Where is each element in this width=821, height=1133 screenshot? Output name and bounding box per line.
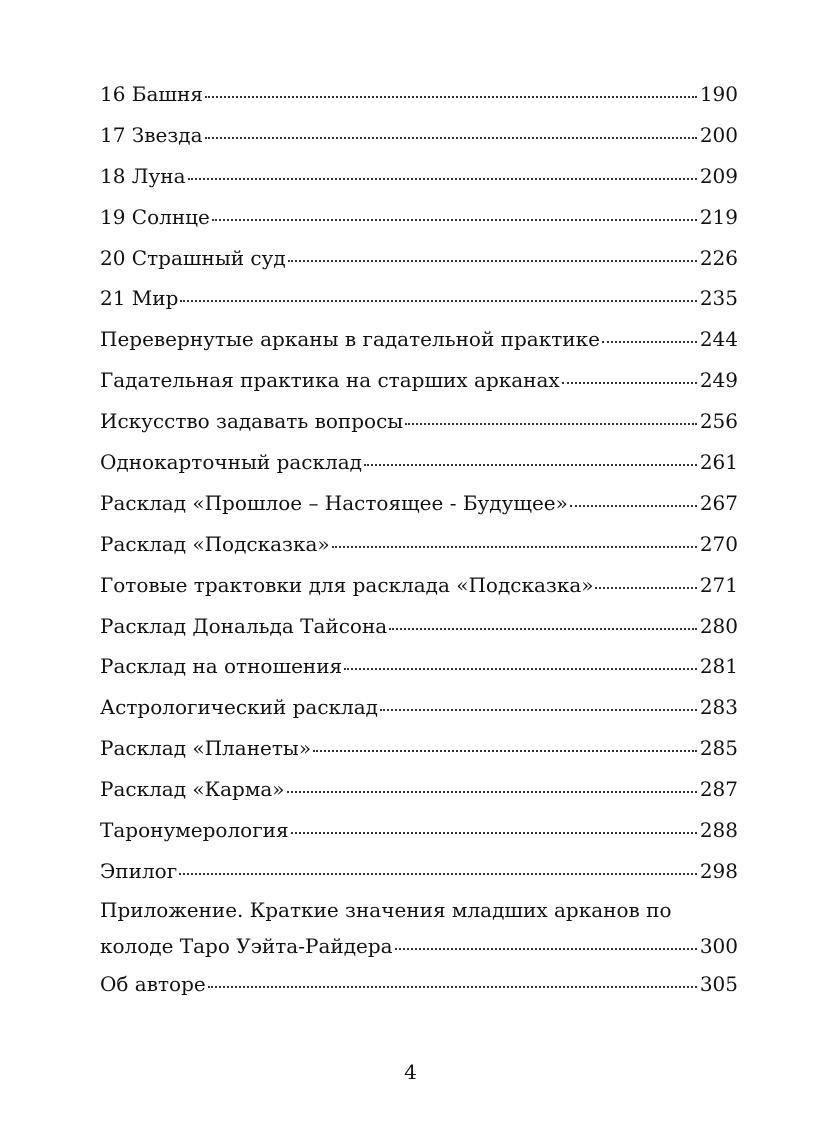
toc-entry-title: Астрологический расклад <box>100 695 378 720</box>
dot-leader <box>313 748 697 752</box>
dot-leader <box>205 135 697 139</box>
dot-leader <box>288 258 697 262</box>
toc-entry[interactable] <box>100 401 738 442</box>
toc-entry-title: Расклад «Карма» <box>100 777 285 802</box>
toc-entry-page: 298 <box>699 858 738 883</box>
toc-entry-page: 305 <box>699 971 738 996</box>
toc-entry[interactable] <box>100 74 738 115</box>
toc-entry[interactable] <box>100 238 738 279</box>
toc-entry[interactable] <box>100 646 738 687</box>
toc-entry-title: 17 Звезда <box>100 122 203 147</box>
toc-entry-title: Об авторе <box>100 971 206 996</box>
toc-entry-title-line2: колоде Таро Уэйта-Райдера <box>100 933 393 958</box>
toc-entry[interactable] <box>100 851 738 892</box>
toc-entry[interactable] <box>100 483 738 524</box>
dot-leader <box>205 94 697 98</box>
toc-entry[interactable] <box>100 278 738 319</box>
dot-leader <box>212 217 697 221</box>
toc-entry-title: Гадательная практика на старших арканах <box>100 368 560 393</box>
toc-entry[interactable] <box>100 606 738 647</box>
toc-entry-appendix[interactable] <box>100 892 738 964</box>
toc-list <box>100 74 738 892</box>
toc-entry[interactable] <box>100 115 738 156</box>
page-number: 4 <box>404 1060 417 1084</box>
toc-entry-page: 249 <box>699 368 738 393</box>
toc-entry-title: Готовые трактовки для расклада «Подсказка» <box>100 572 594 597</box>
toc-entry-title: Искусство задавать вопросы <box>100 409 404 434</box>
toc-entry[interactable] <box>100 360 738 401</box>
dot-leader <box>179 871 697 875</box>
toc-entry[interactable] <box>100 565 738 606</box>
dot-leader <box>208 984 697 988</box>
toc-entry-title: 19 Солнце <box>100 204 210 229</box>
toc-entry-page: 285 <box>699 736 738 761</box>
toc-entry-title: Эпилог <box>100 858 178 883</box>
toc-entry-page: 209 <box>699 163 738 188</box>
dot-leader <box>562 380 697 384</box>
toc-entry-page: 226 <box>699 245 738 270</box>
toc-entry-page: 271 <box>699 572 738 597</box>
dot-leader <box>344 666 697 670</box>
dot-leader <box>332 544 697 548</box>
dot-leader <box>291 830 697 834</box>
dot-leader <box>180 298 696 302</box>
toc-entry-page: 287 <box>699 777 738 802</box>
dot-leader <box>595 585 696 589</box>
toc-entry[interactable] <box>100 810 738 851</box>
toc-entry-title: Расклад на отношения <box>100 654 343 679</box>
dot-leader <box>364 462 697 466</box>
toc-entry-page: 244 <box>699 327 738 352</box>
dot-leader <box>395 946 697 950</box>
toc-entry[interactable] <box>100 769 738 810</box>
toc-entry-title: 21 Мир <box>100 286 179 311</box>
toc-entry-title: 20 Страшный суд <box>100 245 286 270</box>
toc-entry[interactable] <box>100 687 738 728</box>
toc-entry-page: 235 <box>699 286 738 311</box>
toc-entry[interactable] <box>100 524 738 565</box>
toc-entry-title: 18 Луна <box>100 163 186 188</box>
toc-entry-page: 283 <box>699 695 738 720</box>
dot-leader <box>188 176 697 180</box>
toc-entry-page: 280 <box>699 613 738 638</box>
toc-entry-page: 288 <box>699 818 738 843</box>
toc-entry[interactable] <box>100 156 738 197</box>
toc-entry-page: 219 <box>699 204 738 229</box>
table-of-contents <box>100 74 738 1005</box>
toc-entry-title: 16 Башня <box>100 82 203 106</box>
toc-entry-title-line1: Приложение. Краткие значения младших арканов по <box>100 897 672 922</box>
toc-entry-title: Расклад «Планеты» <box>100 736 312 761</box>
toc-entry-page: 270 <box>699 531 738 556</box>
toc-entry-page: 256 <box>699 409 738 434</box>
dot-leader <box>405 421 697 425</box>
toc-entry-title: Расклад «Подсказка» <box>100 531 330 556</box>
dot-leader <box>380 707 697 711</box>
toc-entry[interactable] <box>100 728 738 769</box>
toc-entry-page: 261 <box>699 450 738 475</box>
toc-entry-title: Расклад Дональда Тайсона <box>100 613 388 638</box>
toc-entry-page: 267 <box>699 490 738 515</box>
dot-leader <box>570 503 697 507</box>
toc-entry-page: 200 <box>699 122 738 147</box>
toc-entry[interactable] <box>100 197 738 238</box>
toc-entry-title: Таронумерология <box>100 818 289 843</box>
toc-entry-title: Перевернутые арканы в гадательной практике <box>100 327 600 352</box>
toc-entry-page: 300 <box>699 933 738 958</box>
dot-leader <box>287 789 697 793</box>
toc-entry[interactable] <box>100 442 738 483</box>
toc-entry-title: Расклад «Прошлое – Настоящее - Будущее» <box>100 490 568 515</box>
toc-entry[interactable] <box>100 319 738 360</box>
toc-entry-about[interactable] <box>100 964 738 1005</box>
toc-entry-page: 190 <box>699 82 738 106</box>
dot-leader <box>389 626 697 630</box>
dot-leader <box>602 339 697 343</box>
toc-entry-page: 281 <box>699 654 738 679</box>
toc-entry-title: Однокарточный расклад <box>100 450 362 475</box>
